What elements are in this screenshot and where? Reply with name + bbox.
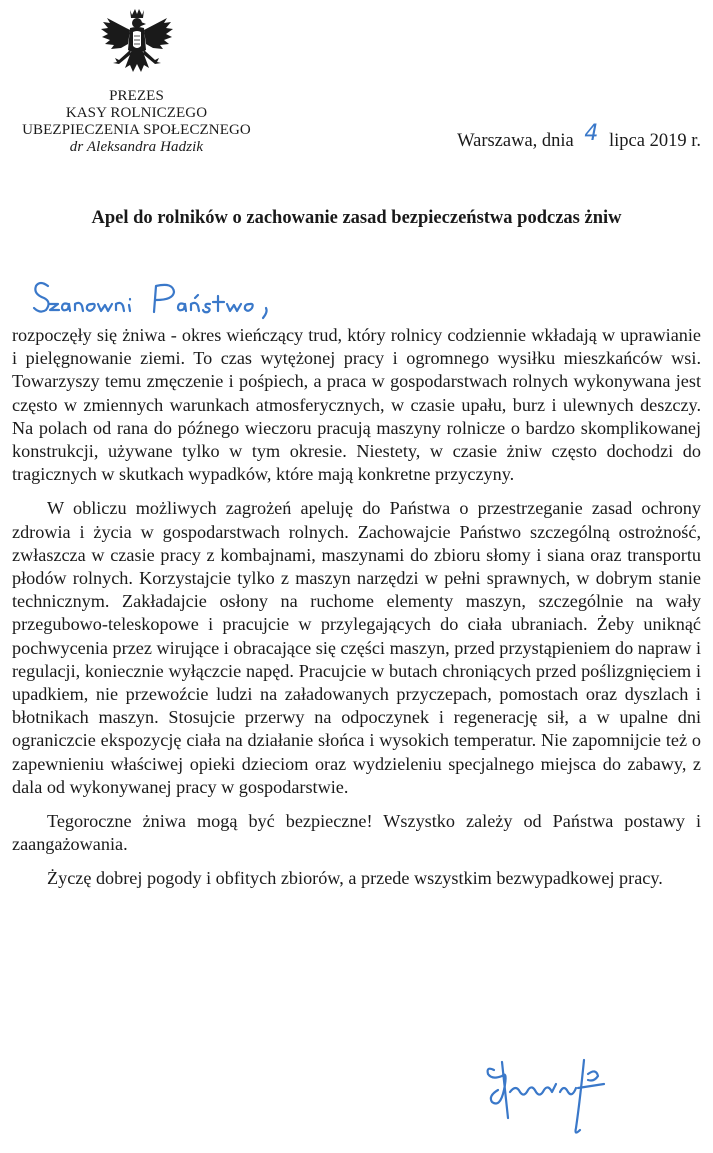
letterhead-line-president: PREZES xyxy=(109,88,164,104)
paragraph-2: W obliczu możliwych zagrożeń apeluję do Państwa o przestrzeganie zasad ochrony zdrowia i życia w gospodarstwach rolnych. Zachowajcie Państwo szczególną ostrożność, zwłaszcza w czasie pracy z kombajnami, maszynami do zbioru słomy i siana oraz transportu płodów rolnych. Korzystajcie tylko z maszyn narzędzi w pełni sprawnych, w dobrym stanie technicznym. Zakładajcie osłony na ruchome elementy maszyn, szczególnie na wały przegubowo-teleskopowe i pracujcie w przylegających do ciała ubraniach. Żeby uniknąć pochwycenia przez wirujące i obracające się części maszyn, przed przystąpieniem do napraw i regulacji, koniecznie wyłączcie napęd. Pracujcie w butach chroniących przed poślizgnięciem i upadkiem, nie przewoźcie ludzi na załadowanych przyczepach, pomostach oraz dyszlach i błotnikach maszyn. Stosujcie przerwy na odpoczynek i regenerację sił, a w upalne dni ograniczcie ekspozycję ciała na działanie słońca i wysokich temperatur. Nie zapomnijcie też o zapewnieniu właściwej opieki dzieciom oraz wydzieleniu specjalnego miejsca do zabawy, z dala od wykonywanej pracy w gospodarstwie. xyxy=(12,498,701,797)
letterhead-line-institution-2: UBEZPIECZENIA SPOŁECZNEGO xyxy=(22,122,251,138)
letterhead-line-institution: KASY ROLNICZEGO xyxy=(65,105,208,121)
white-eagle-emblem-icon xyxy=(97,6,177,86)
letterhead-author: dr Aleksandra Hadzik xyxy=(69,139,204,155)
date-prefix: Warszawa, dnia xyxy=(457,131,574,151)
letterhead xyxy=(14,6,259,156)
letter-body xyxy=(12,324,701,902)
paragraph-1: rozpoczęły się żniwa - okres wieńczący trud, który rolnicy codziennie wkładają w uprawianie i pielęgnowanie ziemi. To czas wytężonej pracy i ogromnego wysiłku mieszkańców wsi. Towarzyszy temu zmęczenie i pośpiech, a praca w gospodarstwach rolnych wykonywana jest często w zmiennych warunkach atmosferycznych, w czasie upału, burz i ulewnych deszczy. Na polach od rana do późnego wieczoru pracują maszyny rolnicze o bardzo skomplikowanej konstrukcji, używane tylko w tym okresie. Niestety, w czasie żniw często dochodzi do tragicznych w skutkach wypadków, które mają konkretne przyczyny. xyxy=(12,325,701,485)
paragraph-3: Tegoroczne żniwa mogą być bezpieczne! Wszystko zależy od Państwa postawy i zaangażowania. xyxy=(12,811,701,855)
handwritten-signature-icon xyxy=(480,1040,625,1140)
date-line xyxy=(457,121,701,153)
document-title: Apel do rolników o zachowanie zasad bezpieczeństwa podczas żniw xyxy=(91,208,622,228)
date-suffix: lipca 2019 r. xyxy=(609,131,701,151)
handwritten-salutation xyxy=(28,264,338,324)
paragraph-4: Życzę dobrej pogody i obfitych zbiorów, a przede wszystkim bezwypadkowej pracy. xyxy=(47,868,663,889)
date-day-handwritten: 4 xyxy=(584,121,599,146)
